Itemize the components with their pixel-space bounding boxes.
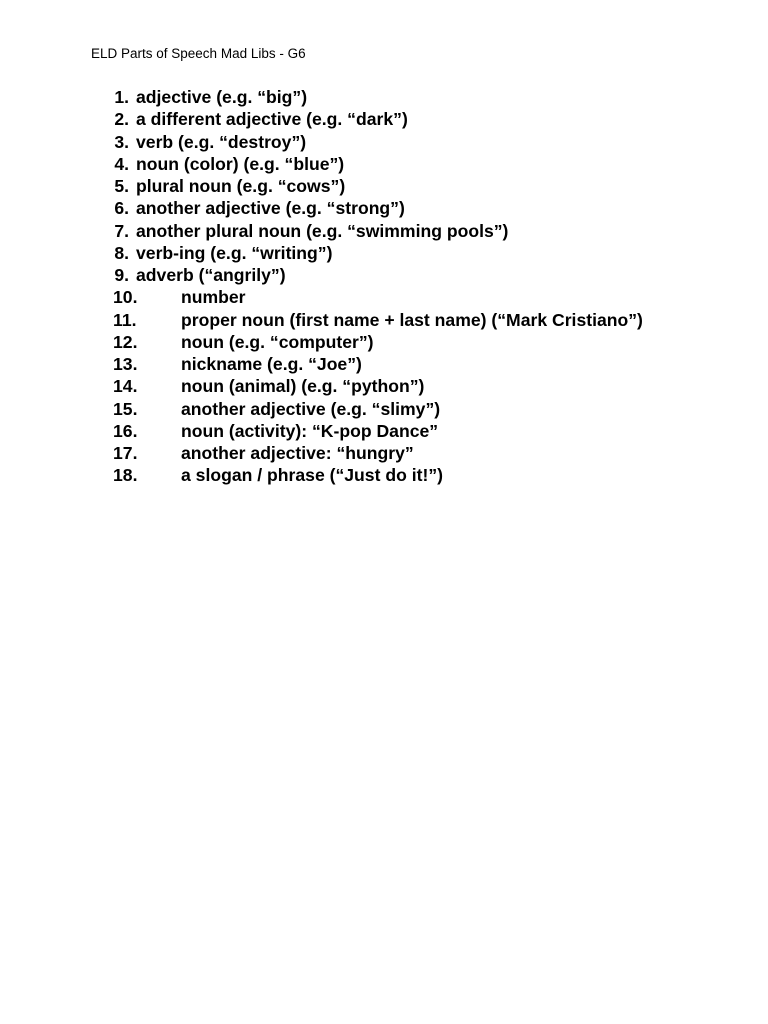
list-item-text: a slogan / phrase (“Just do it!”) — [181, 465, 443, 486]
list-item-number: 6. — [114, 198, 129, 219]
list-item-text: noun (color) (e.g. “blue”) — [136, 153, 345, 174]
list-item-text: number — [181, 287, 246, 308]
list-item-text: another adjective: “hungry” — [181, 443, 414, 463]
list-item-number: 4. — [114, 153, 129, 174]
list-item-number: 2. — [114, 109, 129, 130]
list-item-text: proper noun (first name + last name) (“Mark Cristiano”) — [181, 309, 643, 330]
list-item-text: noun (activity): “K-pop Dance” — [181, 420, 439, 441]
list-item-text: adjective (e.g. “big”) — [136, 87, 308, 107]
list-item-text: adverb (“angrily”) — [136, 265, 286, 285]
list-item-number: 3. — [114, 131, 129, 152]
list-item-text: noun (e.g. “computer”) — [181, 331, 374, 352]
list-item-number: 12. — [113, 331, 138, 352]
list-item-number: 10. — [113, 287, 138, 308]
list-item-text: verb-ing (e.g. “writing”) — [136, 242, 333, 263]
list-item-text: nickname (e.g. “Joe”) — [181, 354, 362, 374]
list-item-number: 16. — [113, 420, 138, 441]
list-item-number: 17. — [113, 443, 138, 463]
list-item-number: 8. — [114, 242, 129, 263]
list-item-number: 14. — [113, 376, 138, 397]
list-item-text: verb (e.g. “destroy”) — [136, 131, 307, 152]
list-item-number: 5. — [114, 176, 129, 196]
document-header: ELD Parts of Speech Mad Libs - G6 — [91, 46, 306, 61]
list-item-text: another adjective (e.g. “slimy”) — [181, 398, 441, 419]
list-item-text: a different adjective (e.g. “dark”) — [136, 109, 408, 130]
list-item-text: plural noun (e.g. “cows”) — [136, 176, 346, 196]
list-item-number: 15. — [113, 398, 138, 419]
list-item-number: 11. — [113, 309, 137, 330]
list-item-number: 1. — [114, 87, 129, 107]
list-item-number: 18. — [113, 465, 138, 486]
list-item-text: another adjective (e.g. “strong”) — [136, 198, 405, 219]
list-item-number: 13. — [113, 354, 138, 374]
list-item-number: 7. — [114, 220, 129, 241]
list-item-text: noun (animal) (e.g. “python”) — [181, 376, 425, 397]
list-item-text: another plural noun (e.g. “swimming pools”) — [136, 220, 509, 241]
list-item-number: 9. — [114, 265, 129, 285]
